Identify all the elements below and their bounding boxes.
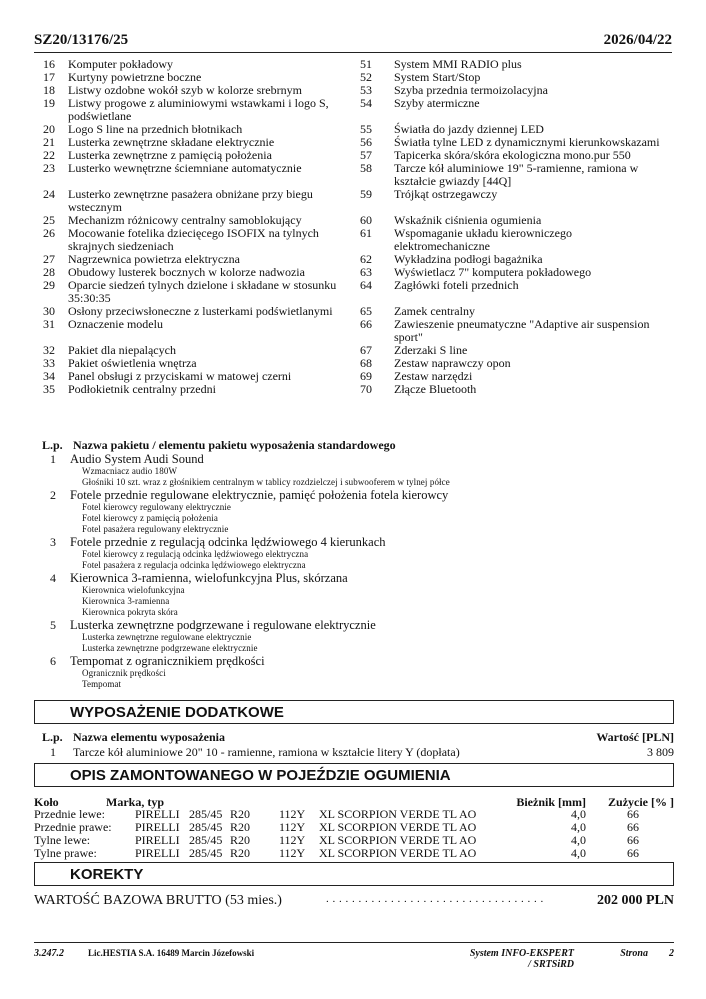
- equipment-item: 63 Wyświetlacz 7" komputera pokładowego: [360, 265, 592, 279]
- equipment-item: 18 Listwy ozdobne wokół szyb w kolorze srebrnym: [43, 83, 302, 97]
- equipment-item: 32 Pakiet dla niepalących: [43, 343, 176, 357]
- tire-wheel: Przednie lewe:: [34, 807, 105, 821]
- page-footer: [34, 942, 674, 973]
- package-sub-item: Wzmacniacz audio 180W: [82, 466, 178, 476]
- tire-index: 112Y: [279, 846, 306, 860]
- equipment-item: 64 Zagłówki foteli przednich: [360, 278, 519, 292]
- equipment-item: 68 Zestaw naprawczy opon: [360, 356, 511, 370]
- tire-size: 285/45: [189, 820, 223, 834]
- equipment-item: 20 Logo S line na przednich błotnikach: [43, 122, 243, 136]
- equipment-item: 51 System MMI RADIO plus: [360, 57, 522, 71]
- standard-packages-list: [42, 452, 662, 690]
- tire-tread: 4,0: [571, 807, 586, 821]
- equipment-item: 23 Lusterko wewnętrzne ściemniane automatycznie: [43, 161, 302, 175]
- tire-index: 112Y: [279, 833, 306, 847]
- package-item: 3 Fotele przednie z regulacją odcinka lędźwiowego 4 kierunkach: [50, 535, 386, 549]
- package-sub-item: Lusterka zewnętrzne podgrzewane elektrycznie: [82, 643, 258, 653]
- tire-brand: PIRELLI: [135, 833, 180, 847]
- equipment-item: 19 Listwy progowe z aluminiowymi wstawkami i logo S, podświetlane: [43, 96, 329, 123]
- document-date: 2026/04/22: [603, 32, 672, 48]
- tire-rim: R20: [230, 807, 251, 821]
- tire-wear: 66: [627, 807, 639, 821]
- equipment-item: 25 Mechanizm różnicowy centralny samoblokujący: [43, 213, 302, 227]
- tire-rim: R20: [230, 820, 251, 834]
- equipment-item: 30 Osłony przeciwsłoneczne z lusterkami podświetlanymi: [43, 304, 333, 318]
- page-header: [34, 30, 672, 53]
- equipment-item: 70 Złącze Bluetooth: [360, 382, 477, 396]
- section-extra-equipment: WYPOSAŻENIE DODATKOWE: [34, 700, 674, 724]
- tire-wheel: Tylne prawe:: [34, 846, 97, 860]
- footer-page-label: Strona: [620, 948, 648, 959]
- equipment-item: 57 Tapicerka skóra/skóra ekologiczna mono.pur 550: [360, 148, 631, 162]
- base-value-dots: . . . . . . . . . . . . . . . . . . . . . . . . . . . . . . . . . .: [326, 893, 544, 905]
- base-value-row: [34, 893, 674, 909]
- equipment-item: 59 Trójkąt ostrzegawczy: [360, 187, 498, 201]
- tire-rim: R20: [230, 846, 251, 860]
- package-sub-item: Głośniki 10 szt. wraz z głośnikiem centralnym w tablicy rozdzielczej i subwooferem w tylnej półce: [82, 477, 450, 487]
- package-sub-item: Fotel pasażera z regulacja odcinka lędźwiowego elektryczna: [82, 560, 306, 570]
- tire-model: XL SCORPION VERDE TL AO: [319, 833, 477, 847]
- package-sub-item: Kierownica wielofunkcyjna: [82, 585, 185, 595]
- tire-wear: 66: [627, 833, 639, 847]
- package-item: 2 Fotele przednie regulowane elektrycznie, pamięć położenia fotela kierowcy: [50, 488, 449, 502]
- section-tires: OPIS ZAMONTOWANEGO W POJEŹDZIE OGUMIENIA: [34, 763, 674, 787]
- standard-packages-header: L.p. Nazwa pakietu / elementu pakietu wyposażenia standardowego: [42, 438, 396, 452]
- package-sub-item: Lusterka zewnętrzne regulowane elektrycznie: [82, 632, 252, 642]
- equipment-item: 65 Zamek centralny: [360, 304, 475, 318]
- tire-model: XL SCORPION VERDE TL AO: [319, 820, 477, 834]
- package-sub-item: Ogranicznik prędkości: [82, 668, 166, 678]
- extra-equipment-row: 1 Tarcze kół aluminiowe 20" 10 - ramienne, ramiona w kształcie litery Y (dopłata) 3 809: [50, 745, 674, 759]
- equipment-item: 22 Lusterka zewnętrzne z pamięcią położenia: [43, 148, 272, 162]
- package-sub-item: Fotel kierowcy regulowany elektrycznie: [82, 502, 231, 512]
- footer-system: System INFO-EKSPERT / SRTSiRD: [469, 948, 574, 970]
- base-value-label: WARTOŚĆ BAZOWA BRUTTO (53 mies.): [34, 893, 282, 908]
- equipment-item: 35 Podłokietnik centralny przedni: [43, 382, 216, 396]
- package-sub-item: Kierownica 3-ramienna: [82, 596, 170, 606]
- package-sub-item: Fotel kierowcy z regulacją odcinka lędźwiowego elektryczna: [82, 549, 309, 559]
- section-corrections: KOREKTY: [34, 862, 674, 886]
- equipment-item: 26 Mocowanie fotelika dziecięcego ISOFIX na tylnych skrajnych siedzeniach: [43, 226, 319, 253]
- base-value-amount: 202 000 PLN: [597, 893, 674, 908]
- tire-brand: PIRELLI: [135, 820, 180, 834]
- equipment-item: 16 Komputer pokładowy: [43, 57, 173, 71]
- tire-size: 285/45: [189, 807, 223, 821]
- tire-model: XL SCORPION VERDE TL AO: [319, 807, 477, 821]
- equipment-row: [34, 162, 674, 188]
- equipment-item: 61 Wspomaganie układu kierowniczego elektromechaniczne: [360, 226, 572, 253]
- tire-row: [34, 847, 674, 860]
- equipment-item: 21 Lusterka zewnętrzne składane elektrycznie: [43, 135, 275, 149]
- footer-license: Lic.HESTIA S.A. 16489 Marcin Józefowski: [88, 948, 255, 958]
- equipment-item: 56 Światła tylne LED z dynamicznymi kierunkowskazami: [360, 135, 660, 149]
- tire-model: XL SCORPION VERDE TL AO: [319, 846, 477, 860]
- tire-wheel: Tylne lewe:: [34, 833, 91, 847]
- equipment-item: 28 Obudowy lusterek bocznych w kolorze nadwozia: [43, 265, 305, 279]
- equipment-item: 52 System Start/Stop: [360, 70, 481, 84]
- tire-brand: PIRELLI: [135, 807, 180, 821]
- footer-code: 3.247.2: [34, 948, 64, 959]
- tire-rim: R20: [230, 833, 251, 847]
- package-item: 5 Lusterka zewnętrzne podgrzewane i regulowane elektrycznie: [50, 618, 376, 632]
- equipment-row: [34, 227, 674, 253]
- tire-tread: 4,0: [571, 820, 586, 834]
- tire-wear: 66: [627, 846, 639, 860]
- equipment-item: 62 Wykładzina podłogi bagażnika: [360, 252, 543, 266]
- equipment-item: 34 Panel obsługi z przyciskami w matowej czerni: [43, 369, 292, 383]
- tire-index: 112Y: [279, 807, 306, 821]
- equipment-row: [34, 97, 674, 123]
- equipment-row: [34, 188, 674, 214]
- equipment-item: 58 Tarcze kół aluminiowe 19" 5-ramienne, ramiona w kształcie gwiazdy [44Q]: [360, 161, 639, 188]
- tire-brand: PIRELLI: [135, 846, 180, 860]
- package-item: 1 Audio System Audi Sound: [50, 452, 204, 466]
- tire-wheel: Przednie prawe:: [34, 820, 112, 834]
- package-sub-item: Fotel kierowcy z pamięcią położenia: [82, 513, 218, 523]
- equipment-row: [34, 383, 674, 396]
- equipment-item: 33 Pakiet oświetlenia wnętrza: [43, 356, 197, 370]
- equipment-item: 17 Kurtyny powietrzne boczne: [43, 70, 202, 84]
- equipment-item: 66 Zawieszenie pneumatyczne "Adaptive air suspension sport": [360, 317, 650, 344]
- document-id: SZ20/13176/25: [34, 32, 129, 48]
- equipment-item: 27 Nagrzewnica powietrza elektryczna: [43, 252, 240, 266]
- package-sub-item: Fotel pasażera regulowany elektrycznie: [82, 524, 229, 534]
- tire-index: 112Y: [279, 820, 306, 834]
- equipment-item: 54 Szyby atermiczne: [360, 96, 480, 110]
- tire-wear: 66: [627, 820, 639, 834]
- equipment-item: 31 Oznaczenie modelu: [43, 317, 163, 331]
- equipment-row: [34, 279, 674, 305]
- equipment-item: 53 Szyba przednia termoizolacyjna: [360, 83, 548, 97]
- footer-page-number: 2: [669, 948, 674, 959]
- package-sub-item: Kierownica pokryta skóra: [82, 607, 178, 617]
- package-item: 4 Kierownica 3-ramienna, wielofunkcyjna Plus, skórzana: [50, 571, 348, 585]
- tire-tread: 4,0: [571, 846, 586, 860]
- standard-equipment-list: [34, 58, 674, 396]
- extra-equipment-header: L.p. Nazwa elementu wyposażenia Wartość [PLN]: [42, 730, 674, 744]
- tire-size: 285/45: [189, 846, 223, 860]
- equipment-item: 29 Oparcie siedzeń tylnych dzielone i składane w stosunku 35:30:35: [43, 278, 337, 305]
- tire-size: 285/45: [189, 833, 223, 847]
- equipment-item: 24 Lusterko zewnętrzne pasażera obniżane przy biegu wstecznym: [43, 187, 313, 214]
- equipment-item: 55 Światła do jazdy dziennej LED: [360, 122, 544, 136]
- equipment-item: 60 Wskaźnik ciśnienia ogumienia: [360, 213, 542, 227]
- equipment-item: 69 Zestaw narzędzi: [360, 369, 473, 383]
- equipment-item: 67 Zderzaki S line: [360, 343, 468, 357]
- tire-tread: 4,0: [571, 833, 586, 847]
- package-item: 6 Tempomat z ogranicznikiem prędkości: [50, 654, 265, 668]
- equipment-row: [34, 318, 674, 344]
- package-sub-item: Tempomat: [82, 679, 122, 689]
